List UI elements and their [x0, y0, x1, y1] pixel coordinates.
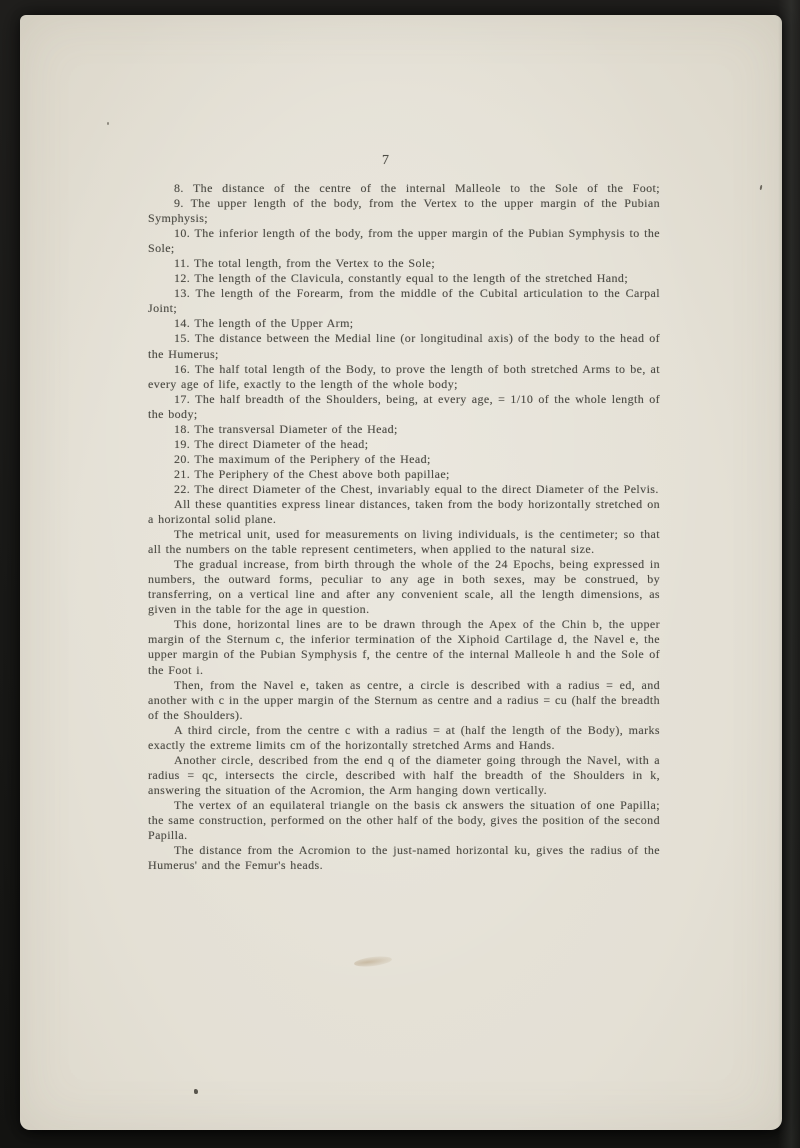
numbered-item-19: 19. The direct Diameter of the head;: [174, 436, 369, 451]
body-paragraph-metrical-unit: The metrical unit, used for measurements on living individuals, is the centimeter; so that all the numbers on the table represent centimeters, when applied to the natural size.: [148, 527, 660, 557]
numbered-item-8: 8. The distance of the centre of the internal Malleole to the Sole of the Foot;: [174, 181, 660, 195]
body-paragraph-gradual-increase: The gradual increase, from birth through the whole of the 24 Epochs, being expressed in numbers, the outward forms, peculiar to any age in both sexes, may be construed, by transferring, on a vertical line and after any convenient scale, all the length dimensions, as given in the table for the age in question.: [148, 557, 660, 617]
document-page: [20, 15, 782, 1130]
paper-speck: [760, 185, 763, 190]
paper-speck: [194, 1089, 198, 1094]
body-paragraph-acromion-distance: The distance from the Acromion to the just-named horizontal ku, gives the radius of the Humerus' and the Femur's heads.: [148, 843, 660, 873]
text-block: [148, 181, 660, 873]
numbered-item-12: 12. The length of the Clavicula, constantly equal to the length of the stretched Hand;: [174, 271, 629, 286]
numbered-item-18: 18. The transversal Diameter of the Head;: [174, 421, 398, 436]
numbered-item-15: 15. The distance between the Medial line (or longitudinal axis) of the body to the head of the Humerus;: [148, 331, 660, 361]
numbered-item-20: 20. The maximum of the Periphery of the Head;: [174, 451, 431, 466]
numbered-item-9: 9. The upper length of the body, from the Vertex to the upper margin of the Pubian Symphysis;: [148, 196, 660, 226]
numbered-item-21: 21. The Periphery of the Chest above both papillae;: [174, 466, 450, 481]
paper-speck: [107, 122, 109, 125]
smudge-mark: [354, 955, 393, 969]
body-paragraph-navel-circle: Then, from the Navel e, taken as centre, a circle is described with a radius = ed, and another with c in the upper margin of the Sternum as centre and a radius = cu (half the breadth of the Shoulders).: [148, 677, 660, 722]
body-paragraph-quantities: All these quantities express linear distances, taken from the body horizontally stretched on a horizontal solid plane.: [148, 496, 660, 527]
numbered-item-16: 16. The half total length of the Body, to prove the length of both stretched Arms to be, at every age of life, exactly to the length of the whole body;: [148, 361, 660, 391]
body-paragraph-horizontal-lines: This done, horizontal lines are to be drawn through the Apex of the Chin b, the upper margin of the Sternum c, the inferior termination of the Xiphoid Cartilage d, the Navel e, the upper margin of the Pubian Symphysis f, the centre of the internal Malleole h and the Sole of the Foot i.: [148, 617, 660, 677]
numbered-item-13: 13. The length of the Forearm, from the middle of the Cubital articulation to the Carpal Joint;: [148, 286, 660, 316]
numbered-item-11: 11. The total length, from the Vertex to the Sole;: [174, 256, 436, 271]
body-paragraph-another-circle: Another circle, described from the end q of the diameter going through the Navel, with a radius = qc, intersects the circle, described with half the breadth of the Shoulders in k, answering the situation of the Acromion, the Arm hanging down vertically.: [148, 752, 660, 797]
body-paragraph-triangle-papilla: The vertex of an equilateral triangle on the basis ck answers the situation of one Papilla; the same construction, performed on the other half of the body, gives the position of the second Papilla.: [148, 797, 660, 843]
numbered-item-17: 17. The half breadth of the Shoulders, being, at every age, = 1/10 of the whole length of the body;: [148, 391, 660, 421]
numbered-item-22: 22. The direct Diameter of the Chest, invariably equal to the direct Diameter of the Pelvis.: [174, 481, 659, 496]
numbered-item-10: 10. The inferior length of the body, from the upper margin of the Pubian Symphysis to the Sole;: [148, 226, 660, 256]
page-number: 7: [382, 153, 390, 168]
body-paragraph-third-circle: A third circle, from the centre c with a radius = at (half the length of the Body), marks exactly the extreme limits cm of the horizontally stretched Arms and Hands.: [148, 722, 660, 752]
numbered-item-14: 14. The length of the Upper Arm;: [174, 316, 354, 331]
